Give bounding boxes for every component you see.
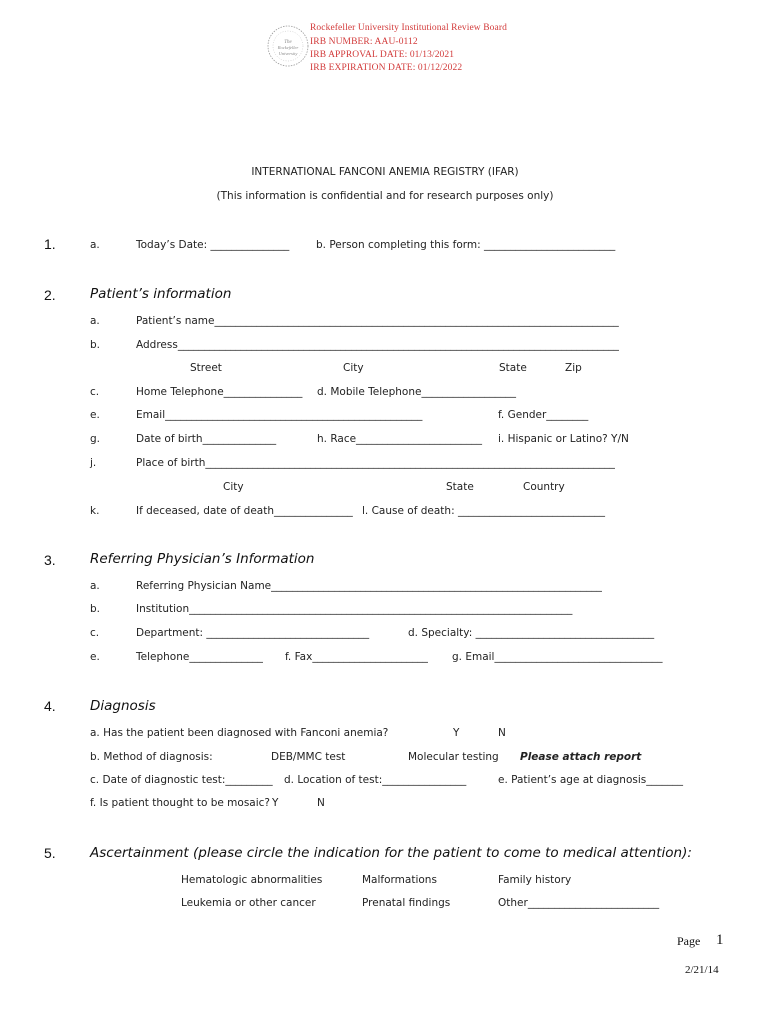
molecular-testing-option[interactable]: Molecular testing	[408, 751, 499, 763]
section-title: Ascertainment (please circle the indication for the patient to come to medical attention):	[90, 845, 692, 861]
diagnosed-no-option[interactable]: N	[498, 727, 506, 739]
zip-label: Zip	[565, 362, 582, 374]
item-letter: b.	[90, 603, 101, 615]
mobile-telephone-field[interactable]: d. Mobile Telephone__________________	[317, 386, 516, 398]
revision-date: 2/21/14	[685, 964, 719, 976]
page-label: Page	[677, 934, 701, 948]
irb-expiration-date: IRB EXPIRATION DATE: 01/12/2022	[310, 63, 463, 73]
item-letter: e.	[90, 409, 100, 421]
deb-mmc-option[interactable]: DEB/MMC test	[271, 751, 346, 763]
leukemia-option[interactable]: Leukemia or other cancer	[181, 897, 316, 909]
state-label: State	[499, 362, 527, 374]
test-location-field[interactable]: d. Location of test:________________	[284, 774, 467, 786]
section-number: 3.	[44, 552, 56, 568]
department-field[interactable]: Department: _______________________________	[136, 627, 370, 639]
state-label: State	[446, 481, 474, 493]
cause-of-death-field[interactable]: l. Cause of death: ____________________________	[362, 505, 605, 517]
institution-field[interactable]: Institution_________________________________________________________________________	[136, 603, 573, 615]
item-letter: c.	[90, 627, 100, 639]
street-label: Street	[190, 362, 222, 374]
item-letter: k.	[90, 505, 100, 517]
item-letter: a.	[90, 580, 100, 592]
form-subtitle: (This information is confidential and for research purposes only)	[216, 190, 554, 202]
item-letter: e.	[90, 651, 100, 663]
patient-name-field[interactable]: Patient’s name_____________________________________________________________________________	[136, 315, 619, 327]
todays-date-field[interactable]: Today’s Date: _______________	[136, 239, 290, 251]
diagnostic-test-date-field[interactable]: c. Date of diagnostic test:_________	[90, 774, 273, 786]
age-at-diagnosis-field[interactable]: e. Patient’s age at diagnosis_______	[498, 774, 683, 786]
country-label: Country	[523, 481, 565, 493]
mosaic-no-option[interactable]: N	[317, 797, 325, 809]
hematologic-option[interactable]: Hematologic abnormalities	[181, 874, 323, 886]
mosaic-yes-option[interactable]: Y	[272, 797, 279, 809]
physician-telephone-field[interactable]: Telephone______________	[136, 651, 263, 663]
irb-number: IRB NUMBER: AAU-0112	[310, 37, 418, 47]
svg-text:The: The	[284, 40, 292, 45]
race-field[interactable]: h. Race________________________	[317, 433, 483, 445]
item-letter: j.	[90, 457, 97, 469]
item-letter: b.	[90, 339, 101, 351]
university-seal-icon	[266, 24, 310, 68]
gender-field[interactable]: f. Gender________	[498, 409, 589, 421]
section-title: Diagnosis	[90, 698, 156, 714]
attach-report-note: Please attach report	[520, 751, 642, 763]
person-completing-field[interactable]: b. Person completing this form: _________________________	[316, 239, 616, 251]
family-history-option[interactable]: Family history	[498, 874, 572, 886]
method-of-diagnosis-label: b. Method of diagnosis:	[90, 751, 213, 763]
form-title: INTERNATIONAL FANCONI ANEMIA REGISTRY (IFAR)	[251, 166, 519, 178]
referring-physician-name-field[interactable]: Referring Physician Name_______________________________________________________________	[136, 580, 602, 592]
section-title: Referring Physician’s Information	[90, 551, 315, 567]
city-label: City	[343, 362, 364, 374]
physician-email-field[interactable]: g. Email________________________________	[452, 651, 663, 663]
section-number: 2.	[44, 287, 56, 303]
diagnosed-yes-option[interactable]: Y	[453, 727, 460, 739]
email-field[interactable]: Email_________________________________________________	[136, 409, 423, 421]
place-of-birth-field[interactable]: Place of birth______________________________________________________________________________	[136, 457, 615, 469]
irb-name: Rockefeller University Institutional Review Board	[310, 23, 507, 33]
mosaic-question: f. Is patient thought to be mosaic?	[90, 797, 271, 809]
malformations-option[interactable]: Malformations	[362, 874, 437, 886]
other-option-field[interactable]: Other_________________________	[498, 897, 660, 909]
item-letter: a.	[90, 315, 100, 327]
home-telephone-field[interactable]: Home Telephone_______________	[136, 386, 303, 398]
date-of-birth-field[interactable]: Date of birth______________	[136, 433, 277, 445]
prenatal-option[interactable]: Prenatal findings	[362, 897, 451, 909]
irb-approval-date: IRB APPROVAL DATE: 01/13/2021	[310, 50, 455, 60]
city-label: City	[223, 481, 244, 493]
svg-text:Rockefeller: Rockefeller	[277, 45, 299, 50]
item-letter: c.	[90, 386, 100, 398]
specialty-field[interactable]: d. Specialty: __________________________________	[408, 627, 655, 639]
section-number: 5.	[44, 845, 56, 861]
section-title: Patient’s information	[90, 286, 232, 302]
section-number: 4.	[44, 698, 56, 714]
diagnosed-question: a. Has the patient been diagnosed with Fanconi anemia?	[90, 727, 389, 739]
section-number: 1.	[44, 236, 56, 252]
physician-fax-field[interactable]: f. Fax______________________	[285, 651, 428, 663]
item-letter: g.	[90, 433, 101, 445]
address-field[interactable]: Address____________________________________________________________________________________	[136, 339, 619, 351]
svg-text:University: University	[278, 51, 298, 56]
hispanic-latino-field[interactable]: i. Hispanic or Latino? Y/N	[498, 433, 629, 445]
date-of-death-field[interactable]: If deceased, date of death_______________	[136, 505, 353, 517]
item-letter: a.	[90, 239, 100, 251]
page-number: 1	[716, 932, 724, 948]
